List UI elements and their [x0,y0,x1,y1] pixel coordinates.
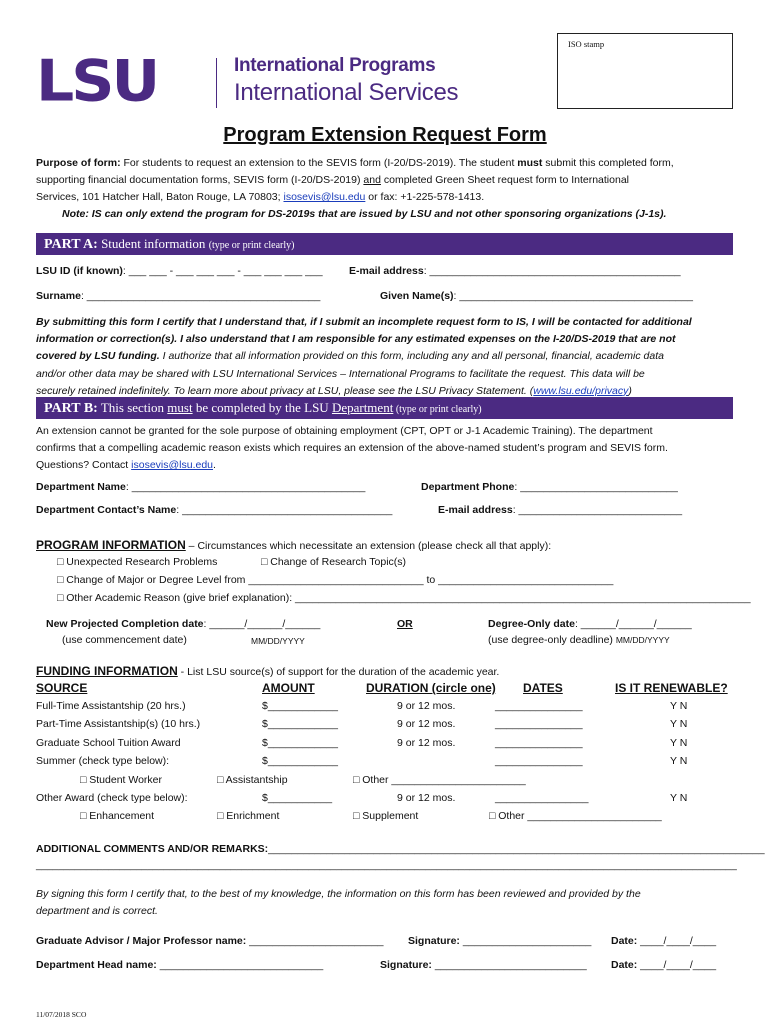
purpose-and: and [363,174,381,186]
department-name-label: Department Name [36,481,126,493]
advisor-name-field[interactable] [36,935,384,947]
part-b-p1: An extension cannot be granted for the sole purpose of obtaining employment (CPT, OPT or J-1 Academic Training). The department [36,425,653,437]
program-information-heading [36,538,551,552]
amount-cell[interactable]: $____________ [262,718,338,730]
remarks-blank-1: _____________________________________________________________________________________ [268,843,765,855]
signing-cert-line-2: department and is correct. [36,905,158,917]
department-contact-field[interactable] [36,504,392,516]
department-head-field[interactable] [36,959,323,971]
department-head-blank: ____________________________ [156,959,324,971]
source-cell: Graduate School Tuition Award [36,737,181,749]
purpose-text-1: For students to request an extension to the SEVIS form (I-20/DS-2019). The student [120,157,518,169]
checkbox-student-worker[interactable]: □ Student Worker [80,774,163,786]
given-name-field[interactable] [380,290,693,302]
purpose-line3a: Services, 101 Hatcher Hall, Baton Rouge, LA 70803; [36,191,284,203]
surname-blank: : ________________________________________ [80,290,321,302]
given-name-blank: : ________________________________________ [453,290,693,302]
advisor-date-label: Date: [611,935,638,947]
department-email-label: E-mail address [438,504,513,516]
given-name-label: Given Name(s) [380,290,454,302]
iso-stamp-label: ISO stamp [568,39,605,49]
lsu-id-label: LSU ID (if known) [36,265,123,277]
questions-email-link[interactable]: isosevis@lsu.edu [131,459,214,471]
purpose-must: must [517,157,543,169]
logo-international-programs: International Programs [234,55,436,76]
advisor-name-label: Graduate Advisor / Major Professor name: [36,935,247,947]
purpose-note: Note: IS can only extend the program for DS-2019s that are issued by LSU and not other sponsoring organizations (J-1s). [62,208,667,220]
part-b-label: PART B: [44,401,98,416]
checkbox-enrichment[interactable]: □ Enrichment [217,810,280,822]
checkbox-supplement[interactable]: □ Supplement [353,810,419,822]
checkbox-other-award[interactable]: □ Other _______________________ [489,810,662,822]
certification-paragraph [36,314,736,400]
cert-line-3a: covered by LSU funding. [36,350,160,363]
footer-revision: 11/07/2018 SCO [36,1010,87,1019]
part-a-label: PART A: [44,237,98,252]
renewable-cell[interactable]: Y N [670,718,688,730]
advisor-date-field[interactable] [611,935,716,947]
program-information-text: – Circumstances which necessitate an extension (please check all that apply): [185,540,552,552]
privacy-link[interactable]: www.lsu.edu/privacy [533,384,629,397]
part-b-p3b: . [213,459,216,471]
renewable-cell[interactable]: Y N [670,737,688,749]
amount-cell[interactable]: $____________ [262,700,338,712]
degree-only-date-label: Degree-Only date [488,618,575,630]
degree-only-date-field[interactable] [488,618,692,630]
renewable-cell[interactable]: Y N [670,755,688,767]
cert-line-5b: ) [628,384,632,397]
part-b-text-2: be completed by the LSU [192,400,332,415]
part-a-title: Student information [97,236,209,251]
signing-certification [36,886,736,920]
signing-cert-line-1: By signing this form I certify that, to the best of my knowledge, the information on this form has been reviewed and provided by the [36,888,641,900]
new-completion-date-format: MM/DD/YYYY [251,636,305,646]
department-email-field[interactable] [438,504,682,516]
page-title: Program Extension Request Form [223,124,547,146]
department-contact-label: Department Contact’s Name [36,504,177,516]
part-b-p3a: Questions? Contact [36,459,132,471]
dates-cell[interactable]: _______________ [495,737,583,749]
department-head-date-blank: ____/____/____ [637,959,717,971]
or-separator: OR [397,618,413,630]
cert-line-5a: securely retained indefinitely. To learn more about privacy at LSU, please see the LSU Privacy Statement. ( [36,384,534,397]
source-cell: Full-Time Assistantship (20 hrs.) [36,700,186,712]
new-completion-date-label: New Projected Completion date [46,618,204,630]
remarks-blank-2[interactable]: ______________________________________________________________________________________________________________________________ [36,860,737,871]
duration-cell[interactable]: 9 or 12 mos. [397,718,456,730]
advisor-date-blank: ____/____/____ [637,935,717,947]
other-award-amount[interactable]: $___________ [262,792,333,804]
other-award-dates[interactable]: ________________ [495,792,589,804]
part-a-header [36,233,733,255]
part-b-text-1: This section [97,400,168,415]
department-phone-blank: : ___________________________ [514,481,678,493]
amount-cell[interactable]: $____________ [262,737,338,749]
lsu-logo: LSU [36,48,158,115]
checkbox-change-major[interactable]: □ Change of Major or Degree Level from ______________________________ to ______________________________ [57,574,614,586]
student-email-field[interactable] [349,265,681,277]
student-email-blank: : ___________________________________________ [423,265,681,277]
funding-information-text: - List LSU source(s) of support for the duration of the academic year. [177,666,500,678]
new-completion-date-blank: : ______/______/______ [203,618,321,630]
new-completion-date-field[interactable] [46,618,320,630]
col-header-renewable: IS IT RENEWABLE? [615,681,728,695]
department-phone-field[interactable] [421,481,678,493]
logo-divider [216,58,217,108]
department-email-blank: : ____________________________ [512,504,683,516]
remarks-field[interactable] [36,843,765,855]
degree-only-date-format: MM/DD/YYYY [615,635,670,645]
remarks-label: ADDITIONAL COMMENTS AND/OR REMARKS: [36,843,269,855]
department-name-blank: : ________________________________________ [125,481,366,493]
dates-cell[interactable]: _______________ [495,755,583,767]
surname-label: Surname [36,290,81,302]
renewable-cell[interactable]: Y N [670,700,688,712]
department-head-date-field[interactable] [611,959,716,971]
part-b-header [36,397,733,419]
part-b-paragraph [36,423,736,474]
degree-only-date-sub [488,634,670,646]
isosevis-email-link[interactable]: isosevis@lsu.edu [283,191,366,203]
col-header-amount: AMOUNT [262,681,315,695]
purpose-text-2: submit this completed form, [542,157,674,169]
purpose-line2a: supporting financial documentation forms, SEVIS form (I-20/DS-2019) [36,174,364,186]
advisor-signature-blank: ______________________ [459,935,592,947]
student-email-label: E-mail address [349,265,424,277]
iso-stamp-box [557,33,733,109]
advisor-signature-label: Signature: [408,935,460,947]
part-b-must: must [167,400,193,415]
lsu-id-blank: : ___ ___ - ___ ___ ___ - ___ ___ ___ ___ [122,265,323,277]
cert-line-2: information or correction(s). I also understand that I am responsible for any estimated expenses on the I-20/DS-2019 that are not [36,333,676,346]
col-header-source: SOURCE [36,681,88,695]
part-a-sub: (type or print clearly) [208,240,295,251]
funding-information-label: FUNDING INFORMATION [36,664,178,678]
part-b-sub: (type or print clearly) [393,404,482,415]
surname-field[interactable] [36,290,320,302]
advisor-name-blank: _______________________ [246,935,384,947]
purpose-label: Purpose of form: [36,157,121,169]
purpose-line2b: completed Green Sheet request form to International [380,174,629,186]
lsu-id-field[interactable] [36,265,323,277]
department-head-label: Department Head name: [36,959,157,971]
part-b-department: Department [331,400,394,415]
checkbox-other-academic-reason[interactable]: □ Other Academic Reason (give brief explanation): ______________________________________________________________________________ [57,592,751,604]
other-award-source: Other Award (check type below): [36,792,188,804]
department-name-field[interactable] [36,481,365,493]
logo-international-services: International Services [234,79,459,106]
checkbox-unexpected-research[interactable]: □ Unexpected Research Problems [57,556,218,568]
other-award-duration[interactable]: 9 or 12 mos. [397,792,456,804]
cert-line-3b: I authorize that all information provided on this form, including any and all personal, financial, academic data [159,350,664,363]
col-header-duration: DURATION (circle one) [366,681,496,695]
advisor-signature-field[interactable] [408,935,591,947]
duration-cell[interactable]: 9 or 12 mos. [397,700,456,712]
department-head-signature-field[interactable] [380,959,587,971]
source-cell: Summer (check type below): [36,755,170,767]
department-head-signature-label: Signature: [380,959,432,971]
degree-only-date-blank: : ______/______/______ [574,618,692,630]
col-header-dates: DATES [523,681,563,695]
purpose-paragraph [36,155,736,223]
department-head-date-label: Date: [611,959,638,971]
degree-only-date-sub-text: (use degree-only deadline) [488,634,616,646]
checkbox-change-research-topic[interactable]: □ Change of Research Topic(s) [261,556,407,568]
department-head-signature-blank: __________________________ [431,959,587,971]
dates-cell[interactable]: _______________ [495,700,583,712]
department-phone-label: Department Phone [421,481,515,493]
source-cell: Part-Time Assistantship(s) (10 hrs.) [36,718,201,730]
purpose-line3b: or fax: +1-225-578-1413. [365,191,485,203]
amount-cell[interactable]: $____________ [262,755,338,767]
funding-information-heading [36,664,499,678]
cert-line-1: By submitting this form I certify that I understand that, if I submit an incomplete request form to IS, I will be contacted for additional [36,316,692,328]
other-award-renewable[interactable]: Y N [670,792,688,804]
new-completion-date-sub: (use commencement date) [62,634,187,646]
department-contact-blank: : ____________________________________ [176,504,393,516]
dates-cell[interactable]: _______________ [495,718,583,730]
checkbox-enhancement[interactable]: □ Enhancement [80,810,155,822]
part-b-p2: confirms that a compelling academic reason exists which requires an extension of the above-named student’s program and SEVIS form. [36,442,668,454]
checkbox-assistantship[interactable]: □ Assistantship [217,774,288,786]
duration-cell[interactable]: 9 or 12 mos. [397,737,456,749]
checkbox-other-summer[interactable]: □ Other _______________________ [353,774,526,786]
cert-line-4: and/or other data may be shared with LSU International Services – International Programs to facilitate the request. This data will be [36,367,645,380]
program-information-label: PROGRAM INFORMATION [36,538,186,552]
